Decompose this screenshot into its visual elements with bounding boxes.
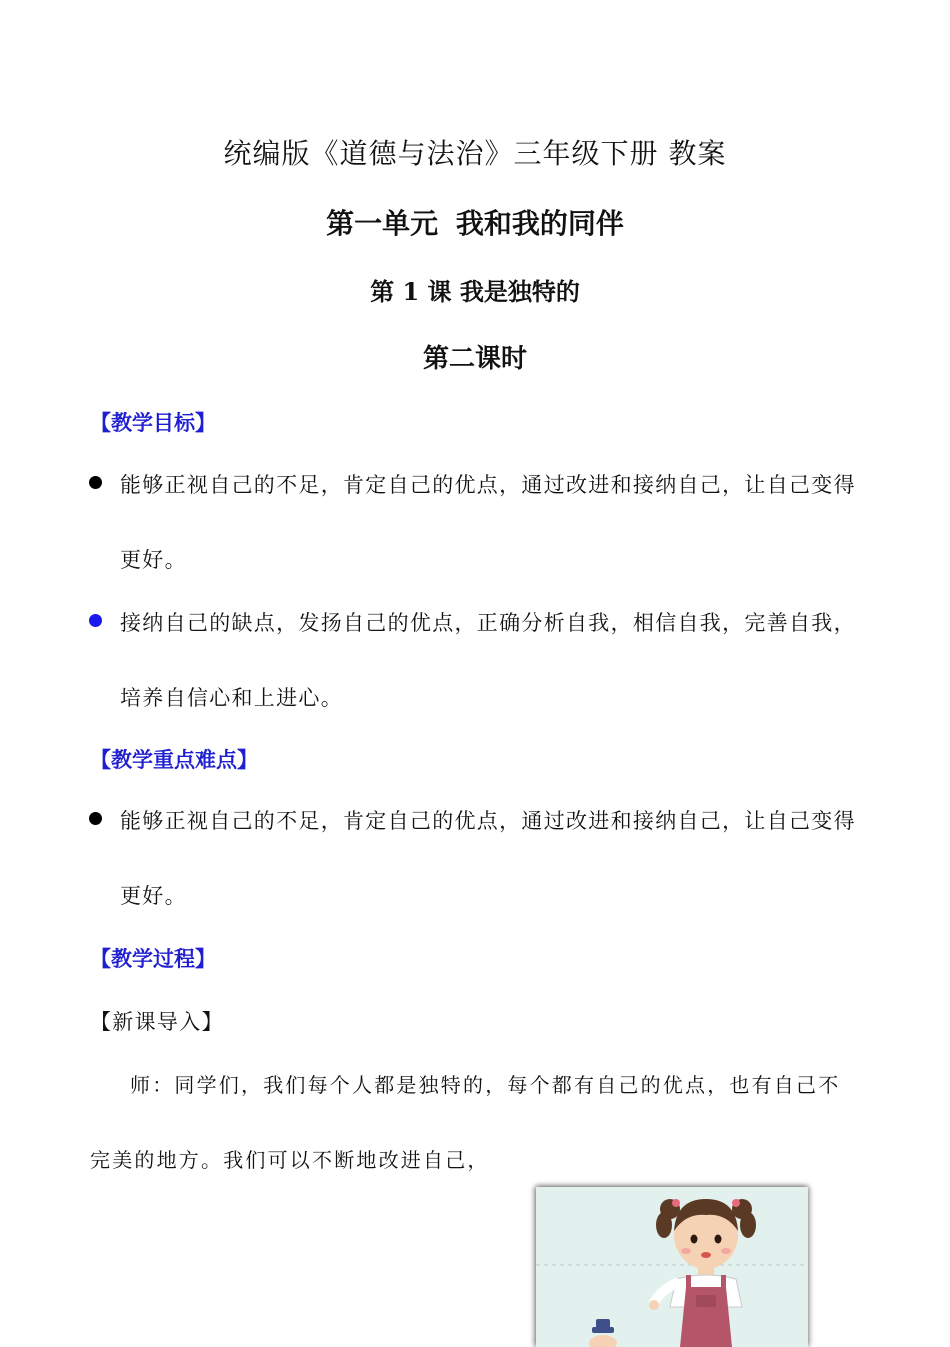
section-heading-key-points: 【教学重点难点】 (90, 748, 258, 772)
bullet-icon-blue (89, 614, 102, 627)
goal-1-line-1: 能够正视自己的不足，肯定自己的优点，通过改进和接纳自己，让自己变得 (120, 473, 856, 497)
intro-paragraph-line-2: 完美的地方。我们可以不断地改进自己， (90, 1148, 490, 1172)
period-title: 第二课时 (422, 344, 527, 374)
section-heading-process: 【教学过程】 (90, 947, 216, 971)
key-point-1-line-1: 能够正视自己的不足，肯定自己的优点，通过改进和接纳自己，让自己变得 (120, 809, 856, 833)
goal-2-line-2: 培养自信心和上进心。 (120, 686, 343, 710)
bullet-icon (89, 812, 102, 825)
goal-2-line-1: 接纳自己的缺点，发扬自己的优点，正确分析自我，相信自我，完善自我， (120, 611, 856, 635)
intro-paragraph-line-1: 师：同学们，我们每个人都是独特的，每个都有自己的优点，也有自己不 (130, 1073, 841, 1097)
subheading-new-lesson-intro: 【新课导入】 (90, 1010, 224, 1034)
bullet-icon (89, 476, 102, 489)
section-heading-goals: 【教学目标】 (90, 411, 216, 435)
girl-in-overalls-illustration (536, 1187, 808, 1347)
unit-title: 第一单元 我和我的同伴 (326, 207, 624, 240)
goal-1-line-2: 更好。 (120, 548, 187, 572)
lesson-title: 第 1 课 我是独特的 (370, 277, 580, 306)
key-point-1-line-2: 更好。 (120, 884, 187, 908)
document-title: 统编版《道德与法治》三年级下册 教案 (223, 137, 727, 170)
